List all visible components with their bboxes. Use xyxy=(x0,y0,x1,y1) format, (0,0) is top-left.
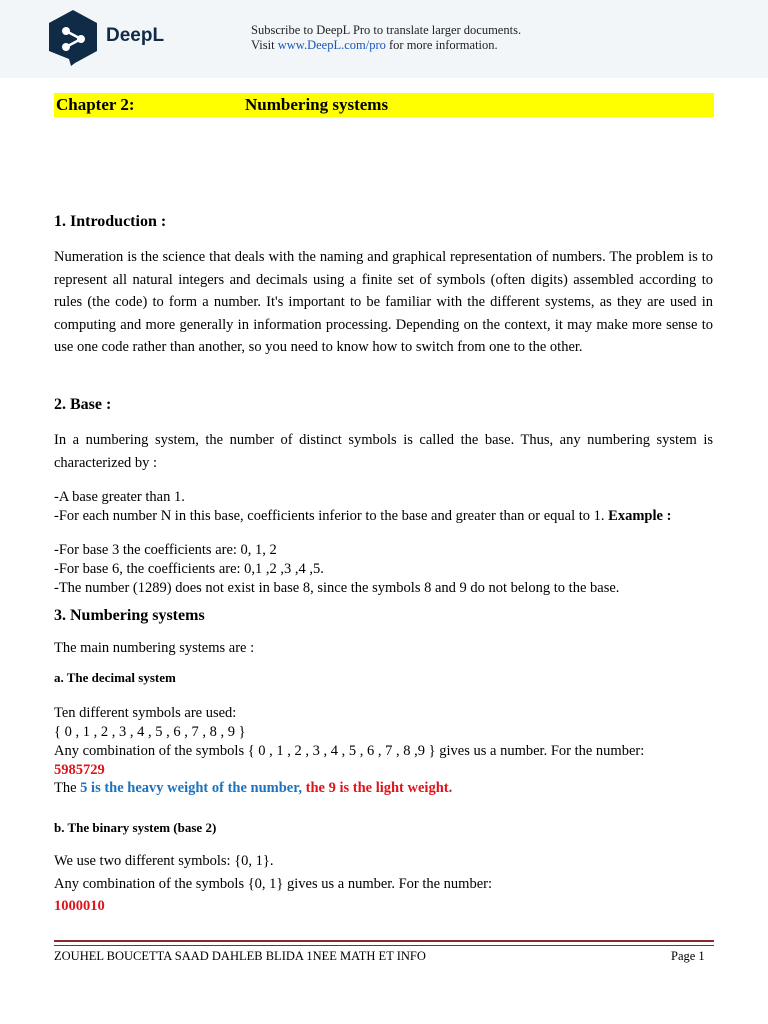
decimal-symbols: { 0 , 1 , 2 , 3 , 4 , 5 , 6 , 7 , 8 , 9 } xyxy=(54,724,246,740)
base-example-1: -For base 3 the coefficients are: 0, 1, 2 xyxy=(54,542,277,558)
deepl-logo-text: DeepL xyxy=(106,25,165,46)
intro-heading: 1. Introduction : xyxy=(54,213,167,230)
footer-author: ZOUHEL BOUCETTA SAAD DAHLEB BLIDA 1NEE MATH ET INFO xyxy=(54,949,426,963)
decimal-system-title: a. The decimal system xyxy=(54,670,176,685)
deepl-banner xyxy=(0,0,768,78)
promo-text xyxy=(251,23,521,53)
systems-intro: The main numbering systems are : xyxy=(54,640,255,656)
systems-heading: 3. Numbering systems xyxy=(54,607,205,624)
chapter-title-bar xyxy=(54,93,714,117)
chapter-number: Chapter 2: xyxy=(56,95,135,114)
decimal-weight-line: The 5 is the heavy weight of the number, the 9 is the light weight. xyxy=(54,780,453,796)
base-rule-1: -A base greater than 1. xyxy=(54,489,185,505)
light-weight-text: the 9 is the light weight. xyxy=(301,780,453,796)
footer-divider xyxy=(54,940,714,946)
chapter-title: Numbering systems xyxy=(245,95,389,114)
binary-system-title: b. The binary system (base 2) xyxy=(54,820,217,835)
example-label: Example : xyxy=(608,508,672,524)
base-heading: 2. Base : xyxy=(54,396,112,413)
base-example-3: -The number (1289) does not exist in base 8, since the symbols 8 and 9 do not belong to the base. xyxy=(54,580,620,596)
promo-line-2: Visit www.DeepL.com/pro for more information. xyxy=(251,38,498,52)
decimal-example-number: 5985729 xyxy=(54,762,105,778)
footer-page-number: Page 1 xyxy=(671,949,705,963)
base-paragraph: In a numbering system, the number of distinct symbols is called the base. Thus, any numbering system is characterized by : xyxy=(54,432,713,471)
decimal-line-1: Ten different symbols are used: xyxy=(54,705,237,721)
intro-paragraph: Numeration is the science that deals with the naming and graphical representation of numbers. The problem is to represent all natural integers and decimals using a finite set of symbols (often digits) assembled according to rules (the code) to form a number. It's important to be familiar with the different systems, as they are used in computing and more generally in information processing. Depending on the context, it may make more sense to use one code rather than another, so you need to know how to switch from one to the other. xyxy=(54,249,713,355)
base-example-2: -For base 6, the coefficients are: 0,1 ,2 ,3 ,4 ,5. xyxy=(54,561,324,577)
promo-line-1: Subscribe to DeepL Pro to translate larger documents. xyxy=(251,23,522,37)
base-rule-2: -For each number N in this base, coefficients inferior to the base and greater than or equal to 1. Example : xyxy=(54,508,672,524)
heavy-weight-text: 5 is the heavy weight of the number, xyxy=(80,780,302,796)
decimal-line-3: Any combination of the symbols { 0 , 1 , 2 , 3 , 4 , 5 , 6 , 7 , 8 ,9 } gives us a number. For the number: xyxy=(54,743,645,759)
binary-line-1: We use two different symbols: {0, 1}. xyxy=(54,853,274,869)
binary-example-number: 1000010 xyxy=(54,898,105,914)
binary-line-2: Any combination of the symbols {0, 1} gives us a number. For the number: xyxy=(54,876,492,892)
deepl-logo-icon xyxy=(47,9,99,67)
deepl-pro-link[interactable]: www.DeepL.com/pro xyxy=(277,38,386,52)
